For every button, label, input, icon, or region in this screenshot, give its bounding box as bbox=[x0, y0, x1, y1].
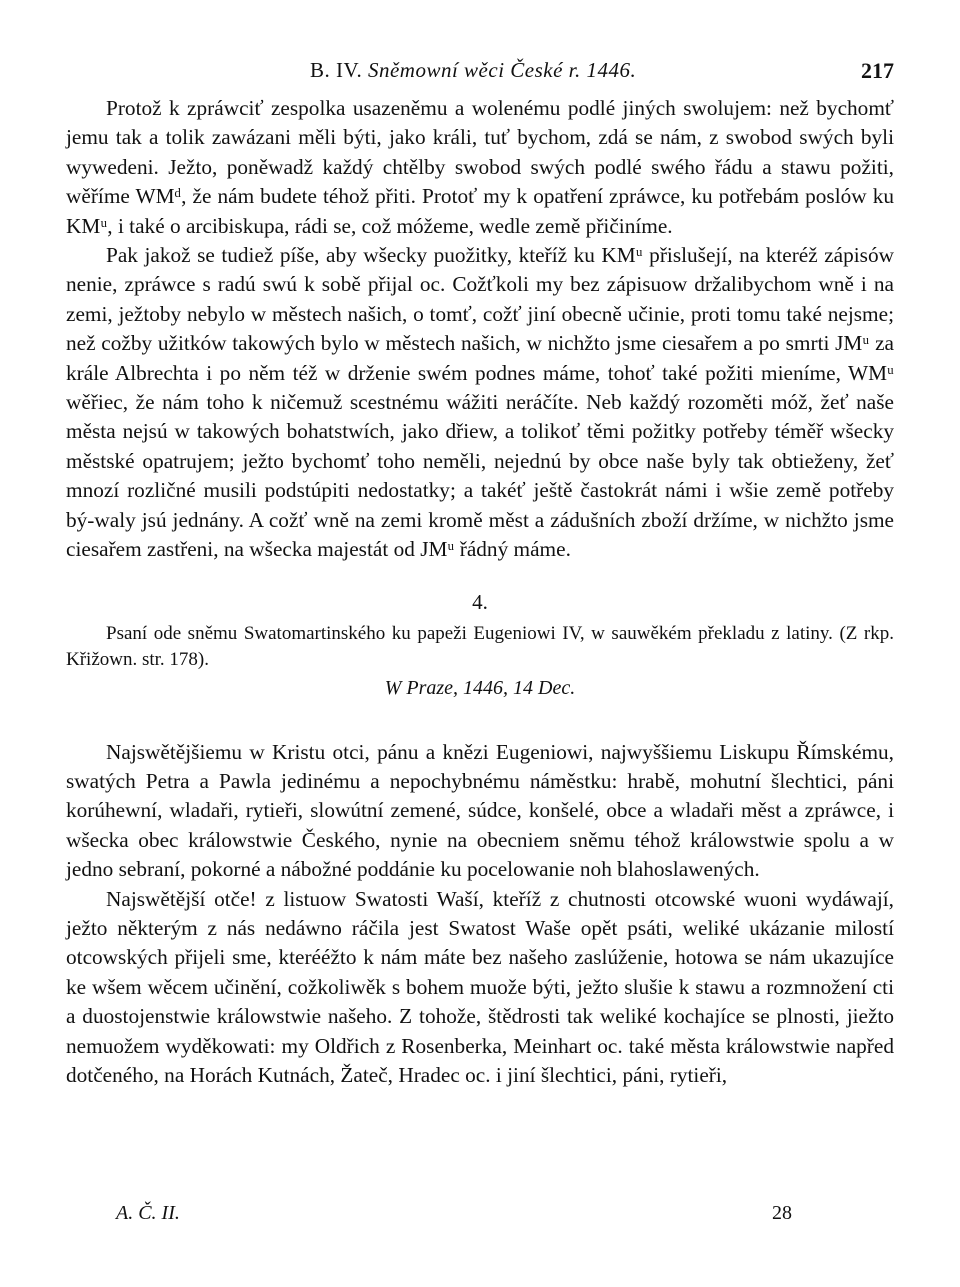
header-title: Sněmowní wěci České r. 1446. bbox=[367, 58, 637, 82]
letter-paragraph-1: Najswětějšiemu w Kristu otci, pánu a knězi Eugeniowi, najwyššiemu Liskupu Římskému, swatých Petra a Pawla jedinému a nepochybnému náměstku: hrabě, mohutní šlechtici, páni korúhewní, wladaři, rytieři, slowútní zemené, súdce, konšelé, obce a wladaři měst a zpráwce, i wšecka obec králowstwie Českého, nynie na obecniem sněmu téhož králowstwie spolu a w jedno sebraní, pokorné a nábožné poddánie ku pocelowanie noh blahoslawených. bbox=[66, 739, 894, 882]
page-number: 217 bbox=[861, 58, 894, 83]
sheet-number: 28 bbox=[772, 1202, 792, 1224]
paragraph-2: Pak jakož se tudiež píše, aby wšecky puožitky, kteříž ku KMᵘ přislušejí, na kteréž zápisów nenie, zpráwce s radú swú k sobě přijal oc. Cožťkoli my bez zápisuow držalibychom wně i na zemi, ježtoby nebylo w městech našich, o tomť, cožť jiní obecně učinie, proti tomu také nejsme; než cožby užitków takowých bylo w městech našich, w nichžto jsme ciesařem a po smrti JMᵘ za krále Albrechta i po něm též w drženie swém podnes máme, tohoť také požiti mieníme, WMᵘ wěřiec, že nám toho k ničemuž scestnému wážiti neráčíte. Neb každý rozoměti móž, žeť naše města nejsú w takowých bohatstwích, jako dřiew, a tolikoť těmi požitky potřeby téměř wšecky městské opatrujem; ježto bychomť toho neměli, nejednú by obce naše byly tak obtieženy, žeť mnozí rozličné musili podstúpiti nedostatky; a takéť ještě častokrát námi i wšie země potřeby bý-waly jsú jednány. A cožť wně na zemi kromě měst a zádušních zboží držíme, w nichžto jsme ciesařem zastřeni, na wšecka majestát od JMᵘ řádný máme. bbox=[66, 243, 894, 562]
document-title: Psaní ode sněmu Swatomartinského ku papeži Eugeniowi IV, w sauwěkém překladu z latiny. (Z rkp. Křižown. str. 178). bbox=[66, 622, 894, 670]
header-left: B. IV. bbox=[310, 58, 363, 82]
letter-paragraph-2: Najswětější otče! z listuow Swatosti Waší, kteříž z chutnosti otcowské wuoni wydáwají, ježto některým z nás nedáwno ráčila jest Swatost Waše opět psáti, weliké ukázanie milostí otcowských přijeli sme, kterééžto k nám máte bez našeho zaslúženie, hotowa se nám ukazujíce ke wšem wěcem učinění, cožkoliwěk s bohem muože býti, ježto slušie k stawu a rozmnožení cti a duostojenstwie králowstwie našeho. Z tohože, štědrosti tak weliké kochajíce se plnosti, jiežto nemuožem wyděkowati: my Oldřich z Rosenberka, Meinhart oc. také města králowstwie napřed dotčeného, na Horách Kutnách, Žateč, Hradec oc. i jiní šlechtici, páni, rytieři, bbox=[66, 886, 894, 1087]
dateline: W Praze, 1446, 14 Dec. bbox=[384, 676, 576, 699]
document-page bbox=[66, 54, 894, 1090]
signature-mark: A. Č. II. bbox=[116, 1202, 180, 1224]
running-header bbox=[66, 54, 894, 94]
section-number: 4. bbox=[472, 589, 488, 614]
running-header-text bbox=[310, 58, 636, 83]
paragraph-1: Protož k zpráwciť zespolka usazeněmu a wolenému podlé jiných swolujem: než bychomť jemu tak a tolik zawázani měli býti, jako králi, tuť bychom, zdá se nám, z swobod swých byli wywedeni. Ježto, poněwadž každý chtělby swobod swých podlé swého řádu a stawu požiti, wěříme WMᵈ, že nám budete téhož přiti. Protoť my k opatření zpráwce, ku potřebám poslów ku KMᵘ, i také o arcibiskupa, rádi se, což móžeme, wedle země přičiníme. bbox=[66, 96, 894, 238]
